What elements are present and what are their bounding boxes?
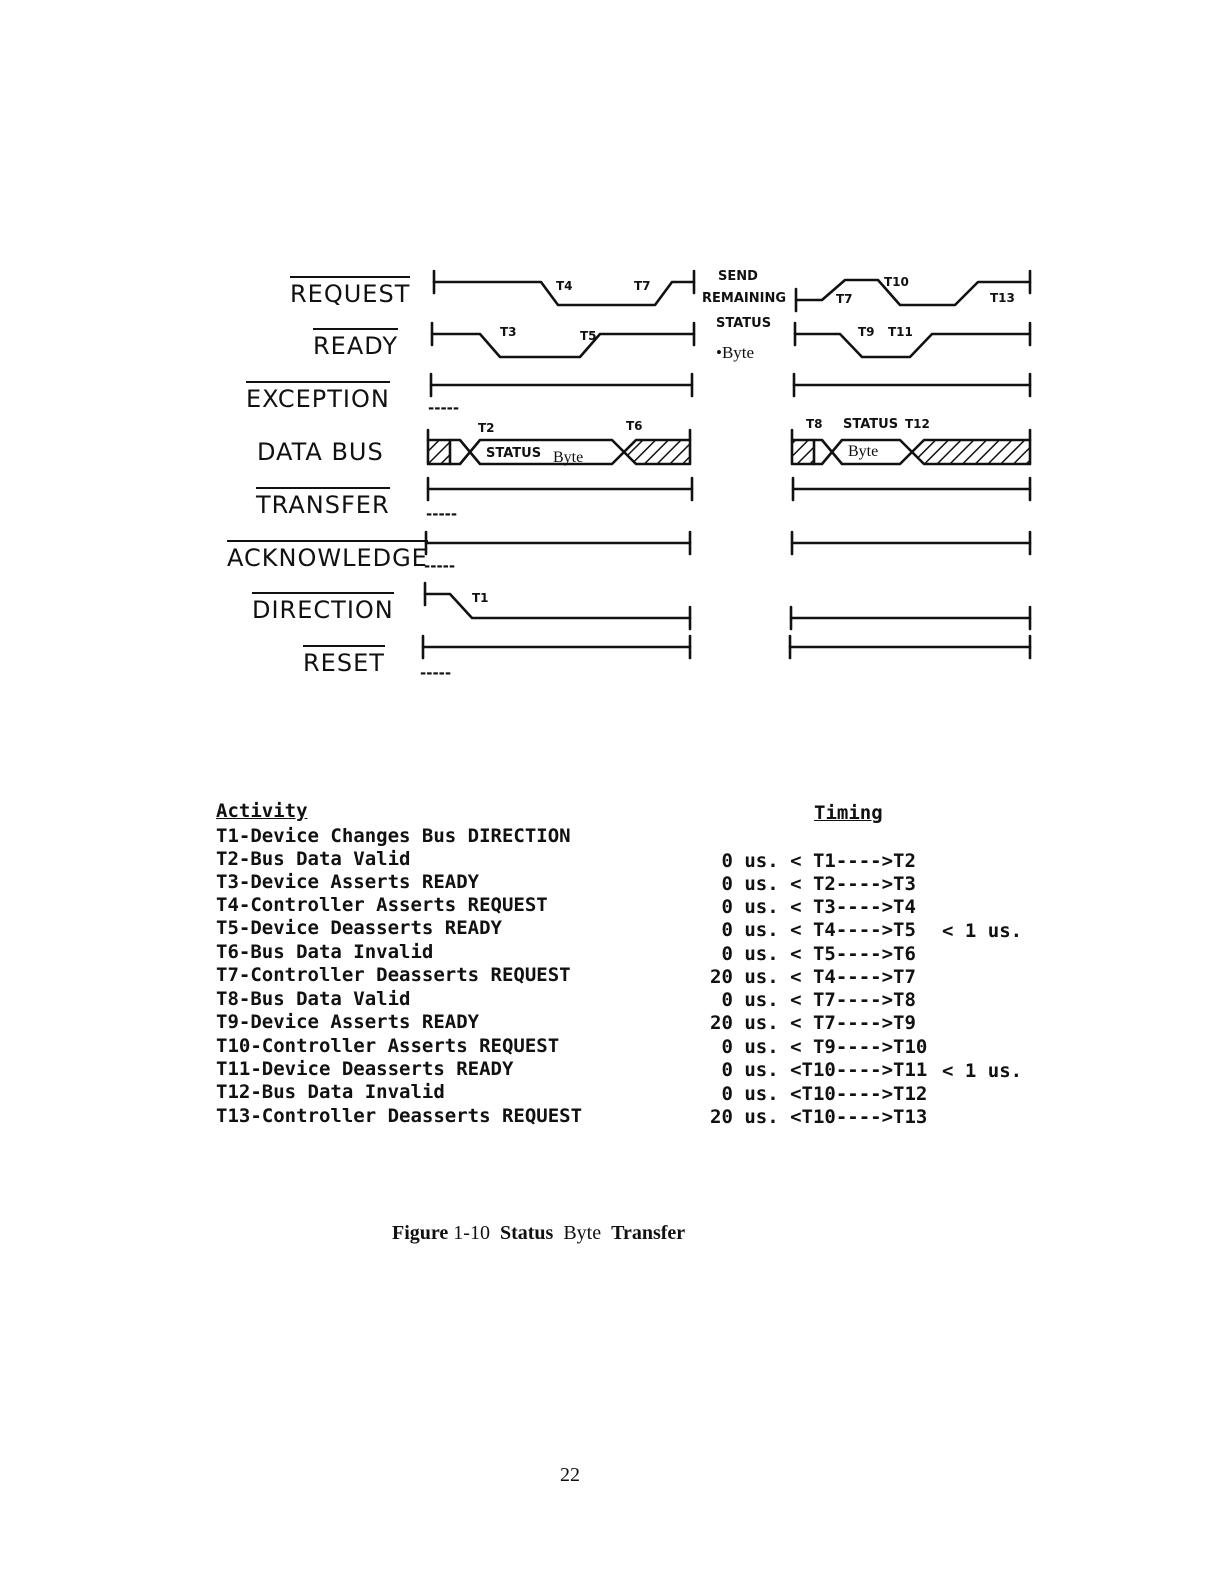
signal-label-reset: RESET [303, 645, 385, 675]
timing-row: 0 us. < T1---->T2 [710, 850, 916, 872]
marker-t1: T1 [472, 591, 489, 605]
bus-byte-label-right: Byte [848, 443, 879, 460]
marker-t4: T4 [556, 279, 573, 293]
timing-row: 20 us. <T10---->T13 [710, 1106, 928, 1128]
timing-row: 0 us. < T2---->T3 [710, 873, 916, 895]
signal-label-acknowledge: ACKNOWLEDGE [227, 540, 428, 570]
caption-prefix: Figure [392, 1222, 449, 1244]
bus-byte-label-left: Byte [553, 449, 584, 466]
marker-t7: T7 [634, 279, 651, 293]
direction-waveform [425, 583, 1030, 629]
data-bus-waveform-right [792, 430, 1030, 464]
marker-t9: T9 [858, 325, 875, 339]
timing-note: < 1 us. [942, 920, 1023, 942]
figure-caption [392, 1222, 685, 1245]
timing-row: 0 us. < T7---->T8 [710, 989, 916, 1011]
marker-t2: T2 [478, 421, 495, 435]
activity-item: T1-Device Changes Bus DIRECTION [216, 825, 571, 847]
activity-item: T11-Device Deasserts READY [216, 1058, 514, 1080]
timing-heading: Timing [814, 802, 883, 824]
activity-item: T6-Bus Data Invalid [216, 941, 434, 963]
timing-row: 0 us. < T3---->T4 [710, 896, 916, 918]
timing-row: 0 us. < T5---->T6 [710, 943, 916, 965]
marker-t5: T5 [580, 329, 597, 343]
reset-waveform [423, 636, 1030, 658]
activity-item: T7-Controller Deasserts REQUEST [216, 964, 571, 986]
caption-title-byte: Byte [563, 1222, 602, 1244]
caption-title-transfer: Transfer [611, 1222, 686, 1244]
bus-status-label-left: STATUS [486, 446, 542, 461]
page-number: 22 [560, 1464, 580, 1486]
marker-t11: T11 [888, 325, 913, 339]
marker-t6: T6 [626, 419, 643, 433]
marker-t12: T12 [905, 417, 930, 431]
note-remaining: REMAINING [702, 291, 786, 306]
dash-reset: ----- [420, 664, 452, 682]
activity-item: T13-Controller Deasserts REQUEST [216, 1105, 583, 1127]
note-send: SEND [718, 269, 758, 284]
marker-t7b: T7 [836, 292, 853, 306]
note-status: STATUS [716, 316, 772, 331]
timing-diagram [0, 0, 1224, 720]
timing-row: 20 us. < T4---->T7 [710, 966, 916, 988]
note-byte: •Byte [716, 343, 755, 362]
timing-row: 0 us. < T9---->T10 [710, 1036, 928, 1058]
dash-transfer: ----- [426, 505, 458, 523]
ready-waveform-left [432, 323, 694, 357]
acknowledge-waveform [426, 532, 1030, 554]
signal-label-ready: READY [313, 328, 398, 358]
signal-label-direction: DIRECTION [252, 592, 394, 622]
marker-t13: T13 [990, 291, 1015, 305]
marker-t8: T8 [806, 417, 823, 431]
exception-waveform [431, 374, 1030, 396]
caption-title-status: Status [499, 1222, 554, 1244]
signal-label-request: REQUEST [290, 276, 410, 306]
timing-row: 0 us. <T10---->T11 [710, 1059, 928, 1081]
dash-acknowledge: ----- [424, 557, 456, 575]
signal-label-transfer: TRANSFER [256, 487, 390, 517]
marker-t3: T3 [500, 325, 517, 339]
activity-heading: Activity [216, 800, 308, 822]
timing-row: 0 us. <T10---->T12 [710, 1083, 928, 1105]
caption-number: 1-10 [453, 1222, 490, 1244]
bus-status-label-right: STATUS [843, 417, 899, 432]
timing-row: 0 us. < T4---->T5 [710, 919, 916, 941]
signal-label-exception: EXCEPTION [246, 381, 390, 411]
timing-row: 20 us. < T7---->T9 [710, 1012, 916, 1034]
activity-item: T10-Controller Asserts REQUEST [216, 1035, 560, 1057]
activity-item: T2-Bus Data Valid [216, 848, 411, 870]
marker-t10: T10 [884, 275, 909, 289]
dash-exception: ----- [428, 399, 460, 417]
activity-item: T4-Controller Asserts REQUEST [216, 894, 548, 916]
activity-item: T9-Device Asserts READY [216, 1011, 480, 1033]
signal-label-data-bus: DATA BUS [257, 438, 384, 466]
timing-note: < 1 us. [942, 1060, 1023, 1082]
activity-item: T12-Bus Data Invalid [216, 1081, 445, 1103]
activity-item: T8-Bus Data Valid [216, 988, 411, 1010]
transfer-waveform [428, 478, 1030, 500]
activity-item: T5-Device Deasserts READY [216, 917, 502, 939]
activity-item: T3-Device Asserts READY [216, 871, 480, 893]
